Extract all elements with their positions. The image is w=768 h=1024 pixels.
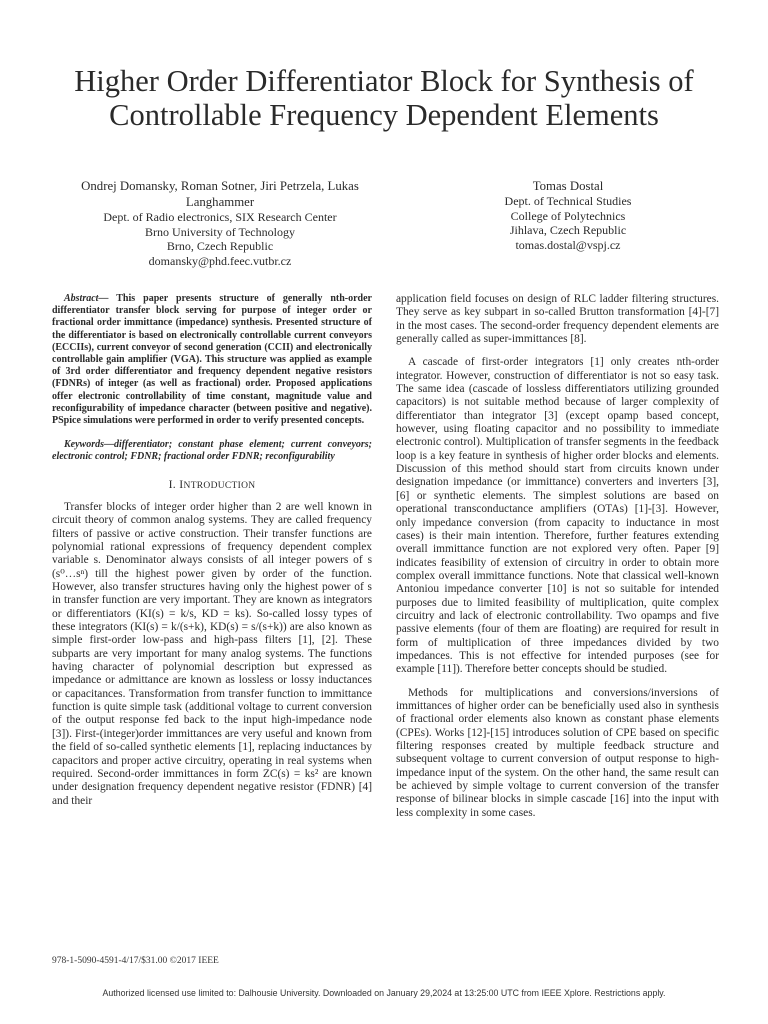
author2-city: Jihlava, Czech Republic (509, 223, 627, 237)
author1-email: domansky@phd.feec.vutbr.cz (148, 253, 292, 268)
section-number: I. (168, 476, 177, 491)
author2-dept: Dept. of Technical Studies (504, 194, 632, 208)
title-line-2: Controllable Frequency Dependent Elements (109, 98, 659, 132)
author1-names-line2: Langhammer (185, 195, 255, 209)
license-notice: Authorized licensed use limited to: Dalhousie University. Downloaded on January 29,2024 at 13:25:00 UTC from IEEE Xplore. Restrictions apply. (102, 988, 666, 998)
abstract-text: This paper presents structure of generally nth-order differentiator transfer block serving for purpose of integer order or fractional order immittance (impedance) synthesis. Presented structure of the differentiator is based on electronically controllable current conveyors (ECCIIs), current conveyor of second generation (CCII) and electronically controllable gain amplifier (VGA). This structure was applied as example of 3rd order differentiator and frequency dependent negative resistors (FDNRs) of integer (as well as fractional) order. Proposed applications offer electronic controllability of time constant, magnitude value and reconfigurability of impedance character (between positive and negative). PSpice simulations were performed in order to verify presented concepts. (52, 293, 372, 427)
intro-paragraph-3: Methods for multiplications and conversions/inversions of immittances of higher order can be beneficially used also in synthesis of fractional order elements also known as constant phase elements (CPEs). Works [12]-[15] introduces solution of CPE based on specific filtering responses created by multiple feedback structure and subsequent voltage to current conversion of output response to high-impedance input of the system. On the other hand, the same result can be achieved by simple voltage to current conversion of the transfer response of bilinear blocks in simple cascade [16] into the input with less complexity in some cases. (396, 686, 719, 819)
author2-college: College of Polytechnics (510, 208, 626, 223)
intro-paragraph-continued: application field focuses on design of RLC ladder filtering structures. They serve as key subpart in so-called Brutton transformation [4]-[7] in the most cases. The second-order frequency dependent elements are generally called as super-immittances [8]. (396, 293, 719, 346)
paper-title (30, 64, 738, 132)
author-block-1 (50, 178, 390, 268)
author-block-2 (448, 178, 688, 252)
keywords (52, 439, 372, 463)
abstract (52, 293, 372, 427)
abstract-lead: Abstract— (64, 293, 109, 304)
intro-paragraph: Transfer blocks of integer order higher than 2 are well known in circuit theory of common analog systems. They are called frequency filters of passive or active construction. Their transfer functions are polynomial rational expressions of frequency dependent complex variable s. Denominator always consists of all integer powers of s (s⁰…sⁿ) till the highest power given by order of the function. However, also transfer structures having only the highest power of s in transfer function are very important. They are known as integrators or differentiators (KI(s) = k/s, KD = ks). So-called lossy types of these integrators (KI(s) = k/(s+k), KD(s) = s/(s+k)) are also known as simple first-order low-pass and high-pass filters [1], [2]. These subparts are very important for many analog systems. The functions having character of polynomial description but expressed as impedance or admittance are known as lossless or lossy inductances or capacitances. Transformation from transfer function to immittance function is quite simple task (additional voltage to current conversion of the output response fed back to the input high-impedance node [3]). First-(integer)order immittances are very useful and known from the field of so-called synthetic elements [1], replacing inductances by capacitors and proper active circuitry, operating in real systems when required. Second-order immittances in form ZC(s) = ks² are known under designation frequency dependent negative resistor (FDNR) [4] and their (52, 500, 372, 807)
author2-email: tomas.dostal@vspj.cz (515, 237, 621, 252)
author1-city: Brno, Czech Republic (166, 239, 274, 253)
author1-names-line1: Ondrej Domansky, Roman Sotner, Jiri Petrzela, Lukas (81, 179, 359, 193)
left-column (52, 293, 372, 808)
author2-name: Tomas Dostal (532, 179, 604, 193)
section-heading-introduction (52, 478, 372, 493)
author1-university: Brno University of Technology (145, 224, 295, 239)
right-column (396, 293, 719, 820)
keywords-text: differentiator; constant phase element; current conveyors; electronic control; FDNR; fractional order FDNR; reconfigurability (52, 439, 372, 463)
keywords-lead: Keywords— (64, 439, 114, 451)
footer-copyright: 978-1-5090-4591-4/17/$31.00 ©2017 IEEE (52, 956, 219, 966)
section-title-rest: NTRODUCTION (183, 480, 256, 491)
intro-paragraph-2: A cascade of first-order integrators [1] only creates nth-order integrator. However, construction of differentiator is not so easy task. The same idea (cascade of lossless differentiators utilizing grounded capacitors) is not suitable method because of larger complexity of differentiator than integrator [3] (except opamp based concept, however, using floating capacitor and no possibility to immediate electronic control). Multiplication of transfer segments in the feedback loop is a key feature in synthesis of higher order blocks and elements. Discussion of this method should start from circuits known under designation impedance (or immittance) converters and inverters [3], [6] or synthetic elements. The simplest solutions are based on operational transconductance amplifiers (OTAs) [1]-[3]. However, only impedance conversion (from capacity to inductance in most cases) is their main intention. Therefore, further features extending overall immittance function are not explored very often. Paper [9] indicates feasibility of extension of circuitry in order to obtain more complex overall immittance functions. Note that classical well-known Antoniou impedance converter [10] is not so suitable for intended purposes due to limited feasibility of multiplication, quite complex circuitry and lack of electronic controllability. Two opamps and five passive elements (four of them are floating) are required for result in form of multiplication of three impedances divided by two impedances. This is not effective for intended purposes (see for example [11]). Therefore better concepts should be studied. (396, 356, 719, 676)
title-line-1: Higher Order Differentiator Block for Synthesis of (74, 64, 694, 98)
author1-dept: Dept. of Radio electronics, SIX Research Center (103, 210, 337, 224)
section-title-first: I (179, 476, 184, 491)
